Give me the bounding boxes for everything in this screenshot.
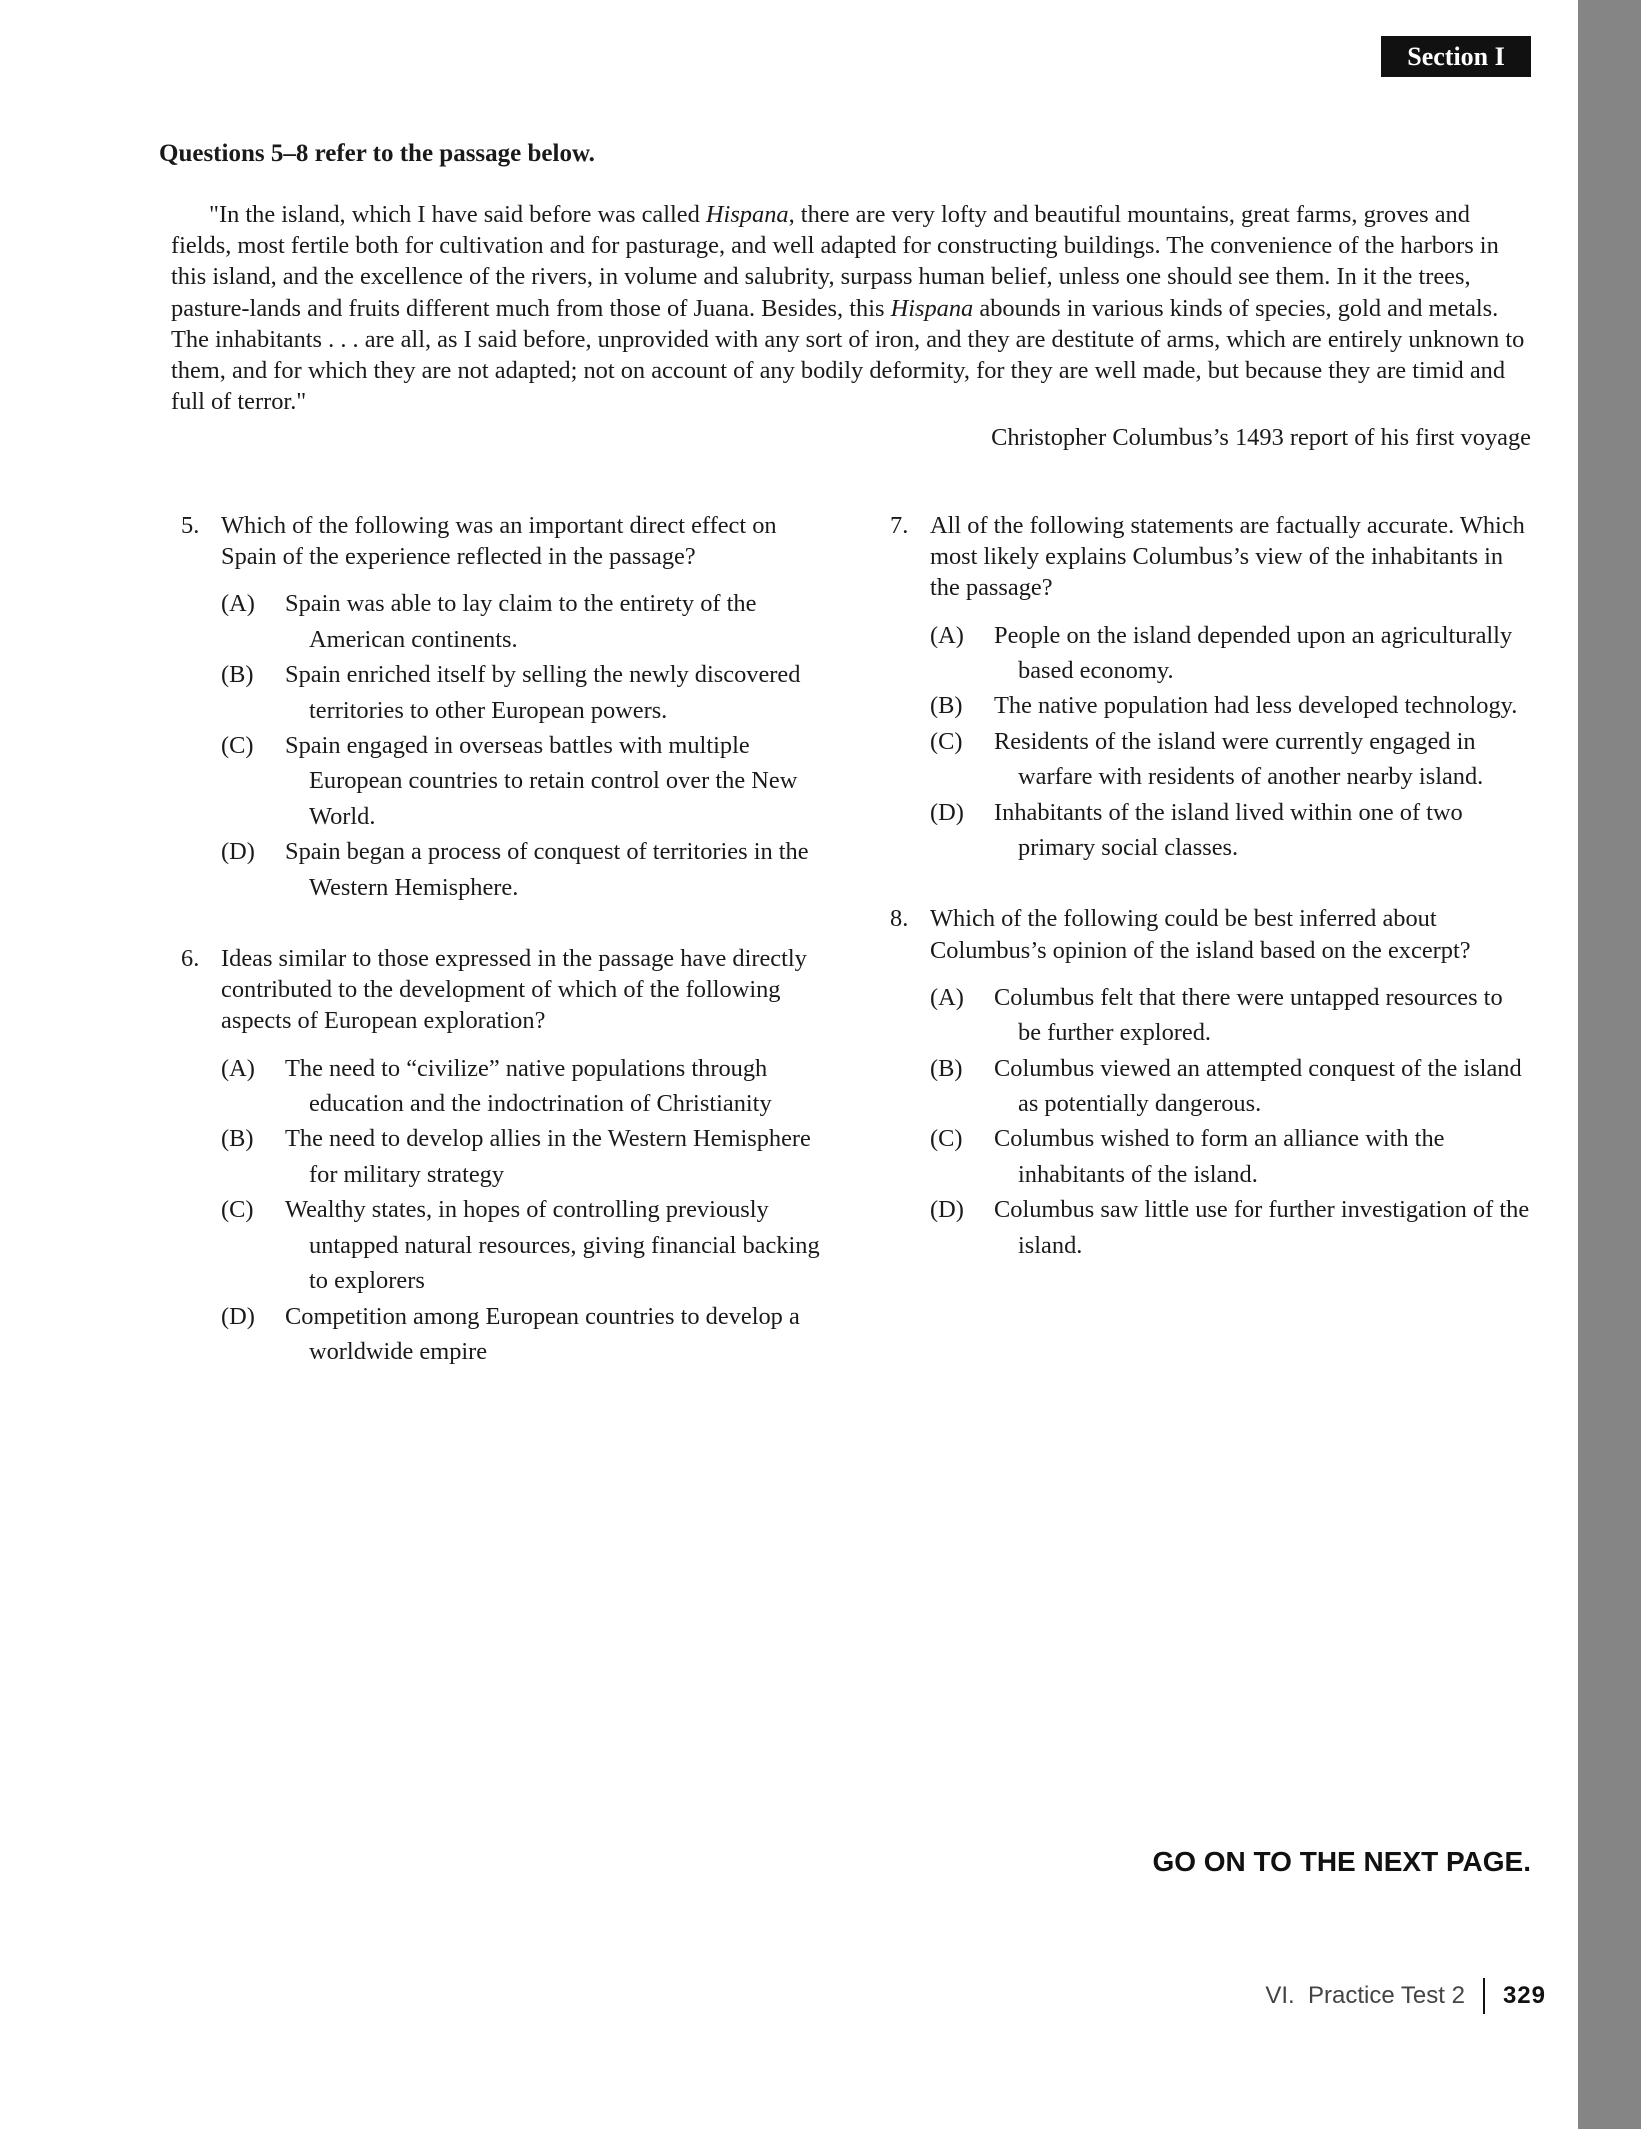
choice-a[interactable] bbox=[930, 980, 1530, 1051]
page-number: 329 bbox=[1502, 1982, 1546, 2009]
choice-d[interactable] bbox=[221, 1299, 821, 1370]
question-number: 8. bbox=[890, 905, 909, 933]
choice-text: The need to develop allies in the Western Hemisphere for military strategy bbox=[285, 1125, 811, 1188]
passage-italic-1: Hispana bbox=[705, 201, 789, 228]
choice-list bbox=[221, 586, 821, 905]
choice-label: (C) bbox=[930, 1125, 963, 1153]
passage-part-2: , there are very lofty and beautiful mountains, great farms, groves and fields, most fertile both for cultivation and for pasturage, and well adapted for constructing buildings. The convenience of the harbors in this island, and the excellence of the rivers, in volume and salubrity, surpass human belief, unless one should see them. In it the trees, pasture-lands and fruits different much from those of Juana. Besides, this bbox=[171, 201, 1499, 322]
choice-text: Columbus saw little use for further investigation of the island. bbox=[994, 1196, 1530, 1259]
choice-label: (C) bbox=[930, 727, 963, 755]
choice-label: (B) bbox=[930, 1054, 963, 1082]
question-number: 5. bbox=[181, 512, 200, 539]
choice-label: (A) bbox=[221, 1054, 255, 1082]
choice-text: Inhabitants of the island lived within one of two primary social classes. bbox=[994, 798, 1463, 862]
choice-text: Columbus viewed an attempted conquest of the island as potentially dangerous. bbox=[994, 1054, 1522, 1118]
choice-label: (D) bbox=[930, 1196, 964, 1224]
choice-list bbox=[930, 980, 1530, 1263]
passage-italic-2: Hispana bbox=[890, 294, 974, 322]
question-stem: Which of the following was an important direct effect on Spain of the experience reflected in the passage? bbox=[221, 512, 777, 571]
choice-text: People on the island depended upon an agriculturally based economy. bbox=[994, 621, 1513, 685]
choice-label: (D) bbox=[221, 838, 255, 866]
question-6 bbox=[181, 943, 821, 1369]
question-5 bbox=[181, 510, 821, 905]
choice-a[interactable] bbox=[221, 1051, 821, 1122]
question-number: 7. bbox=[890, 512, 909, 539]
choice-a[interactable] bbox=[221, 586, 821, 657]
choice-text: Competition among European countries to develop a worldwide empire bbox=[285, 1302, 800, 1365]
choice-label: (A) bbox=[221, 590, 255, 618]
choice-b[interactable] bbox=[930, 1051, 1530, 1122]
choice-b[interactable] bbox=[930, 688, 1530, 723]
choice-text: Wealthy states, in hopes of controlling previously untapped natural resources, giving financial backing to explorers bbox=[285, 1196, 820, 1295]
choice-text: Spain engaged in overseas battles with multiple European countries to retain control over the New World. bbox=[285, 732, 798, 830]
choice-b[interactable] bbox=[221, 1121, 821, 1192]
question-stem: Which of the following could be best inferred about Columbus’s opinion of the island based on the excerpt? bbox=[930, 905, 1471, 964]
choice-text: Columbus wished to form an alliance with the inhabitants of the island. bbox=[994, 1125, 1445, 1188]
choice-d[interactable] bbox=[930, 795, 1530, 866]
choice-label: (A) bbox=[930, 621, 964, 649]
choice-text: Spain was able to lay claim to the entirety of the American continents. bbox=[285, 590, 757, 653]
question-stem: Ideas similar to those expressed in the passage have directly contributed to the development of which of the following aspects of European exploration? bbox=[221, 945, 807, 1035]
choice-list bbox=[221, 1051, 821, 1370]
question-column-right bbox=[890, 510, 1530, 1263]
question-8 bbox=[890, 903, 1530, 1263]
go-on-notice: GO ON TO THE NEXT PAGE. bbox=[1152, 1846, 1531, 1877]
choice-d[interactable] bbox=[930, 1192, 1530, 1263]
choice-list bbox=[930, 618, 1530, 866]
choice-text: Columbus felt that there were untapped resources to be further explored. bbox=[994, 983, 1503, 1047]
choice-label: (B) bbox=[221, 661, 254, 689]
choice-label: (C) bbox=[221, 1196, 254, 1224]
passage-part-1: "In the island, which I have said before was called bbox=[209, 201, 706, 228]
choice-c[interactable] bbox=[930, 724, 1530, 795]
passage-source: Christopher Columbus’s 1493 report of his first voyage bbox=[991, 424, 1531, 451]
choice-a[interactable] bbox=[930, 618, 1530, 689]
choice-label: (B) bbox=[930, 692, 963, 720]
choice-label: (B) bbox=[221, 1125, 254, 1153]
choice-c[interactable] bbox=[221, 728, 821, 834]
question-7 bbox=[890, 510, 1530, 865]
question-column-left bbox=[181, 510, 821, 1369]
footer-divider bbox=[1483, 1978, 1485, 2014]
choice-text: Residents of the island were currently engaged in warfare with residents of another nearby island. bbox=[994, 727, 1484, 791]
question-number: 6. bbox=[181, 945, 200, 973]
choice-text: The need to “civilize” native populations through education and the indoctrination of Christianity bbox=[285, 1054, 772, 1118]
choice-label: (A) bbox=[930, 983, 964, 1011]
passage-part-3: abounds in various kinds of species, gold and metals. The inhabitants . . . are all, as I said before, unprovided with any sort of iron, and they are destitute of arms, which are entirely unknown to them, and for which they are not adapted; not on account of any bodily deformity, for they are well made, but because they are timid and full of terror." bbox=[171, 294, 1525, 416]
choice-d[interactable] bbox=[221, 834, 821, 905]
choice-c[interactable] bbox=[221, 1192, 821, 1298]
choice-label: (C) bbox=[221, 732, 254, 760]
choice-label: (D) bbox=[930, 798, 964, 826]
page-edge-bar bbox=[1578, 0, 1641, 2129]
section-label: Section I bbox=[1381, 36, 1531, 77]
choice-text: Spain enriched itself by selling the newly discovered territories to other European powers. bbox=[285, 661, 801, 724]
passage-intro: Questions 5–8 refer to the passage below. bbox=[159, 140, 595, 167]
choice-label: (D) bbox=[221, 1302, 255, 1330]
question-stem: All of the following statements are factually accurate. Which most likely explains Columbus’s view of the inhabitants in the passage? bbox=[930, 512, 1525, 602]
choice-b[interactable] bbox=[221, 657, 821, 728]
choice-c[interactable] bbox=[930, 1121, 1530, 1192]
choice-text: Spain began a process of conquest of territories in the Western Hemisphere. bbox=[285, 838, 809, 901]
footer-chapter: VI. Practice Test 2 bbox=[1265, 1982, 1465, 2009]
page-footer bbox=[1265, 1978, 1546, 2014]
choice-text: The native population had less developed technology. bbox=[994, 692, 1518, 720]
passage-text bbox=[171, 199, 1531, 417]
